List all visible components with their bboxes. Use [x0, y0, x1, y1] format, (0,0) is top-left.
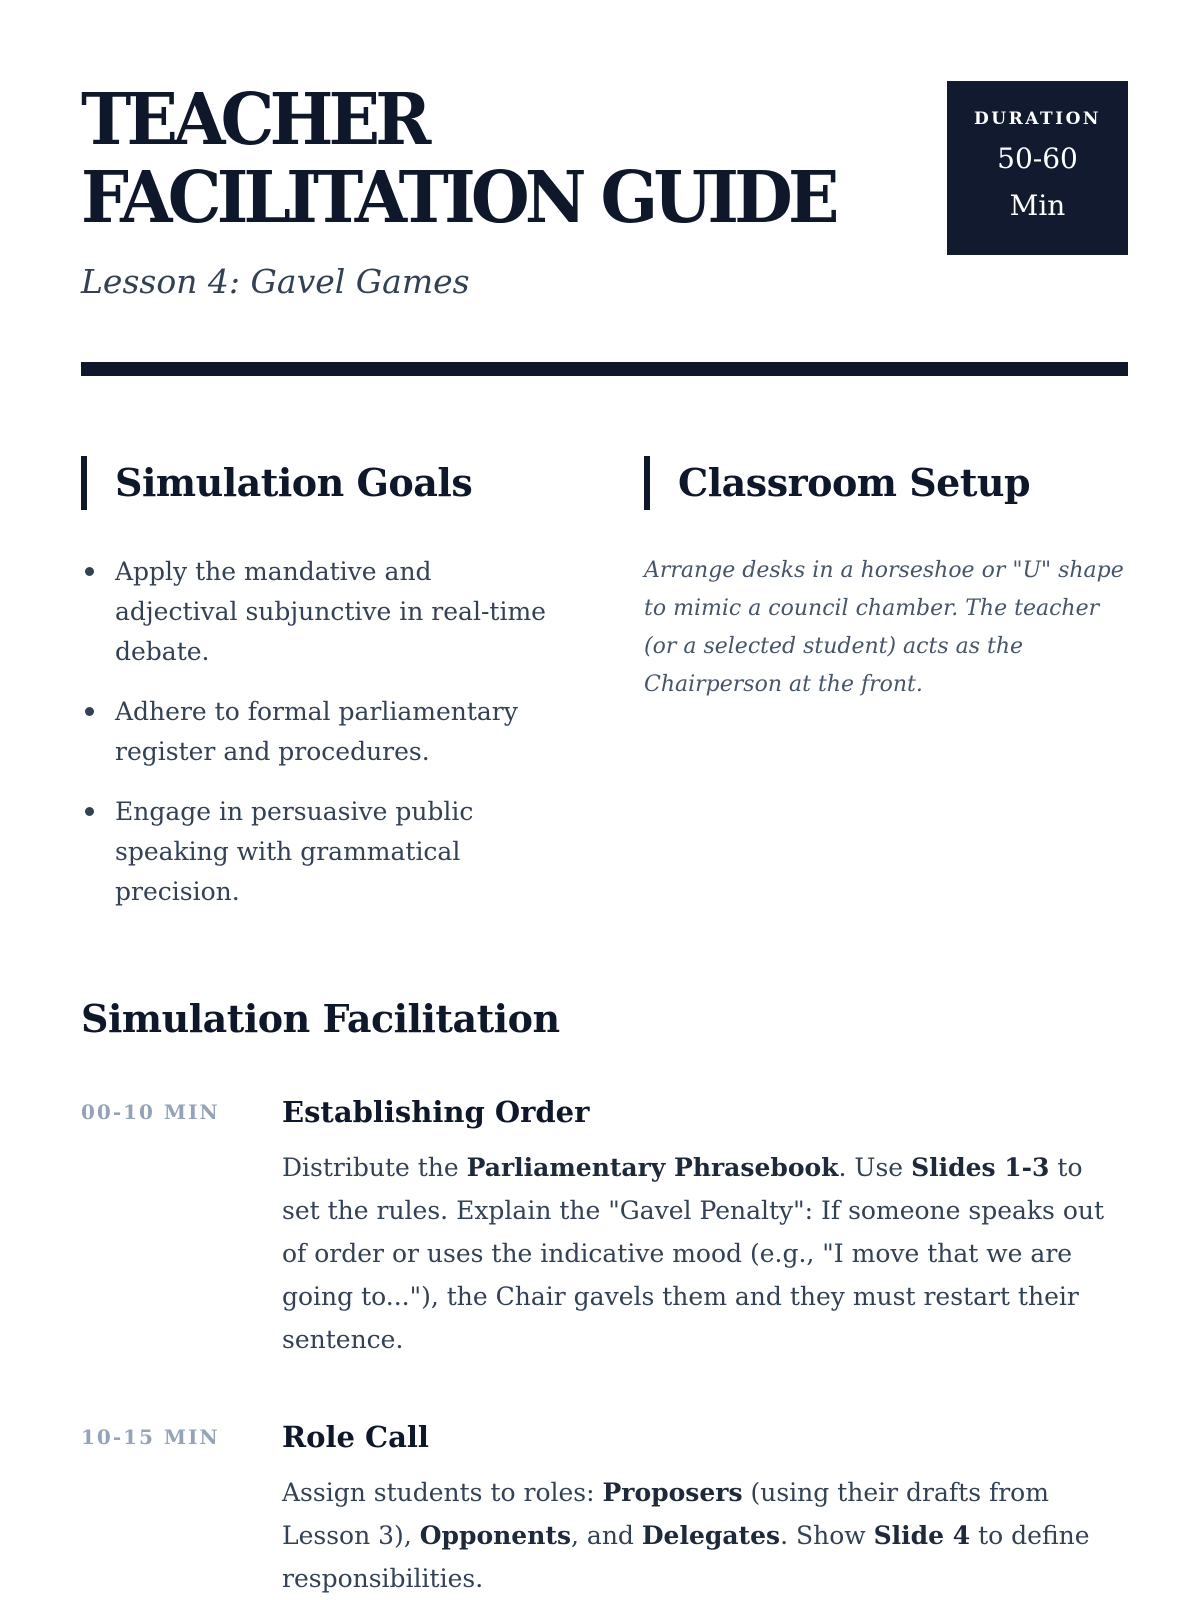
- header-divider: [81, 362, 1128, 376]
- step-text-bold: Proposers: [602, 1478, 743, 1507]
- step-text-bold: Parliamentary Phrasebook: [466, 1153, 839, 1182]
- step-text-run: to set the rules. Explain the "Gavel Penalty": If someone speaks out of order or uses the indicative mood (e.g., "I move that we are going to..."), the Chair gavels them and they must restart their sentence.: [282, 1153, 1105, 1354]
- goal-text: Engage in persuasive public speaking with grammatical precision.: [115, 797, 474, 906]
- duration-label: DURATION: [974, 109, 1101, 129]
- step-text-bold: Opponents: [419, 1521, 572, 1550]
- page-title: [81, 77, 1076, 239]
- step-text-bold: Slides 1-3: [911, 1153, 1050, 1182]
- bullet-icon: [85, 567, 94, 576]
- step-text-run: . Show: [780, 1521, 874, 1550]
- step-time: 00-10 MIN: [81, 1100, 220, 1124]
- step-text-run: Distribute the: [282, 1153, 467, 1182]
- step-text-run: Assign students to roles:: [282, 1478, 603, 1507]
- title-line-1: TEACHER: [81, 77, 427, 161]
- setup-heading: Classroom Setup: [644, 456, 1128, 510]
- goals-section: [81, 456, 561, 932]
- step-text-run: , and: [571, 1521, 642, 1550]
- list-item: [81, 792, 561, 912]
- step-title: Role Call: [282, 1420, 429, 1454]
- list-item: [81, 552, 561, 672]
- step-title: Establishing Order: [282, 1095, 590, 1129]
- goal-text: Adhere to formal parliamentary register and procedures.: [115, 697, 518, 766]
- step-body: [282, 1092, 1128, 1361]
- step-description: [282, 1146, 1128, 1361]
- duration-badge: [947, 81, 1128, 255]
- step-text-bold: Slide 4: [873, 1521, 971, 1550]
- lesson-subtitle: Lesson 4: Gavel Games: [81, 262, 470, 301]
- goals-heading: Simulation Goals: [81, 456, 561, 510]
- step-text-run: to define responsibilities.: [282, 1521, 1090, 1593]
- timeline-step: [81, 1417, 1128, 1600]
- title-line-2: FACILITATION GUIDE: [81, 155, 835, 239]
- facilitation-guide-page: [81, 77, 1128, 1593]
- bullet-icon: [85, 707, 94, 716]
- step-text-run: . Use: [838, 1153, 912, 1182]
- bullet-icon: [85, 807, 94, 816]
- setup-section: [644, 456, 1128, 704]
- timeline-step: [81, 1092, 1128, 1361]
- step-time: 10-15 MIN: [81, 1425, 220, 1449]
- list-item: [81, 692, 561, 772]
- facilitation-section: [81, 992, 1128, 1600]
- facilitation-heading: Simulation Facilitation: [81, 996, 560, 1041]
- guide-header: [81, 77, 1128, 308]
- step-body: [282, 1417, 1128, 1600]
- step-text-run: (using their drafts from Lesson 3),: [282, 1478, 1049, 1550]
- setup-description: Arrange desks in a horseshoe or "U" shape to mimic a council chamber. The teacher (or a selected student) acts as the Chairperson at the front.: [644, 558, 1124, 697]
- duration-value: 50-60 Min: [997, 142, 1078, 222]
- step-text-bold: Delegates: [641, 1521, 781, 1550]
- goal-text: Apply the mandative and adjectival subjunctive in real-time debate.: [115, 557, 546, 666]
- step-description: [282, 1471, 1128, 1600]
- goals-list: [81, 552, 561, 912]
